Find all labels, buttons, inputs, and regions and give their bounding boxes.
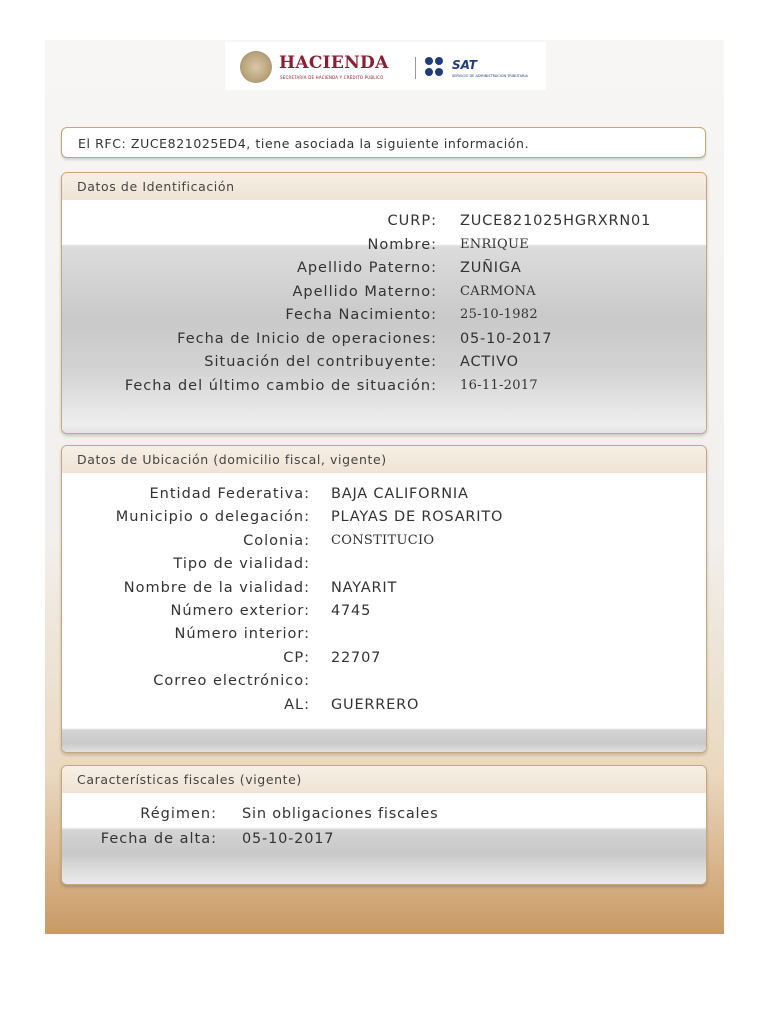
identificacion-row [62, 237, 706, 259]
ubicacion-field-value: CONSTITUCIO [331, 532, 435, 548]
identificacion-field-value: ZUCE821025HGRXRN01 [460, 213, 652, 229]
identificacion-field-label: Fecha Nacimiento: [285, 307, 437, 323]
fiscales-field-label: Fecha de alta: [100, 831, 217, 847]
identificacion-field-value: 05-10-2017 [460, 330, 553, 347]
fiscales-header [62, 766, 706, 794]
rfc-notice-text: El RFC: ZUCE821025ED4, tiene asociada la siguiente información. [78, 136, 530, 151]
mexico-seal-icon [240, 51, 272, 83]
identificacion-title: Datos de Identificación [77, 179, 235, 194]
ubicacion-row [62, 626, 706, 648]
sat-logo-icon [425, 57, 449, 79]
ubicacion-field-label: Número interior: [174, 626, 310, 643]
ubicacion-field-label: Nombre de la vialidad: [123, 579, 310, 596]
ubicacion-header [62, 446, 706, 474]
ubicacion-field-label: CP: [283, 649, 310, 666]
ubicacion-field-value: 4745 [331, 603, 372, 619]
ubicacion-section [61, 445, 707, 753]
ubicacion-row [62, 673, 706, 695]
ubicacion-field-value: 22707 [331, 649, 382, 666]
identificacion-row [62, 284, 706, 306]
identificacion-field-value: ZUÑIGA [460, 260, 522, 276]
identificacion-row [62, 354, 706, 376]
sat-logo-text: SAT [452, 58, 477, 72]
ubicacion-field-label: Correo electrónico: [153, 673, 310, 690]
ubicacion-row [62, 533, 706, 555]
ubicacion-field-label: Número exterior: [170, 603, 310, 619]
identificacion-field-label: Apellido Paterno: [296, 260, 437, 276]
fiscales-field-value: 05-10-2017 [242, 831, 335, 847]
ubicacion-field-label: Municipio o delegación: [115, 509, 310, 526]
rfc-notice-box [61, 127, 706, 158]
ubicacion-row [62, 603, 706, 625]
identificacion-field-label: Apellido Materno: [292, 283, 437, 300]
identificacion-field-value: ENRIQUE [460, 236, 529, 252]
identificacion-field-label: CURP: [387, 213, 437, 229]
header-logos [225, 42, 546, 90]
hacienda-logo-subtitle: SECRETARÍA DE HACIENDA Y CRÉDITO PÚBLICO [280, 75, 384, 80]
logo-divider [415, 57, 416, 79]
identificacion-row [62, 378, 706, 400]
ubicacion-row [62, 556, 706, 578]
identificacion-field-label: Situación del contribuyente: [204, 354, 437, 370]
ubicacion-field-label: Entidad Federativa: [149, 486, 310, 502]
hacienda-logo-text: HACIENDA [279, 53, 389, 73]
identificacion-row [62, 213, 706, 235]
ubicacion-row [62, 650, 706, 672]
ubicacion-row [62, 509, 706, 531]
ubicacion-row [62, 486, 706, 508]
fiscales-field-label: Régimen: [140, 806, 217, 822]
identificacion-row [62, 307, 706, 329]
ubicacion-field-label: Tipo de vialidad: [173, 556, 310, 573]
ubicacion-field-label: AL: [284, 696, 310, 713]
ubicacion-title: Datos de Ubicación (domicilio fiscal, vigente) [77, 452, 387, 467]
identificacion-row [62, 260, 706, 282]
ubicacion-field-value: BAJA CALIFORNIA [331, 486, 469, 502]
ubicacion-field-value: PLAYAS DE ROSARITO [331, 509, 504, 526]
identificacion-field-label: Fecha de Inicio de operaciones: [177, 330, 437, 347]
fiscales-section [61, 765, 707, 885]
ubicacion-row [62, 580, 706, 602]
identificacion-field-label: Nombre: [367, 236, 437, 253]
ubicacion-field-label: Colonia: [243, 532, 310, 549]
fiscales-row [62, 831, 706, 853]
ubicacion-field-value: GUERRERO [331, 696, 420, 713]
identificacion-header [62, 173, 706, 201]
sat-logo-subtitle: SERVICIO DE ADMINISTRACIÓN TRIBUTARIA [452, 74, 528, 78]
identificacion-field-value: ACTIVO [460, 354, 519, 370]
identificacion-section [61, 172, 707, 434]
identificacion-field-value: 25-10-1982 [460, 307, 538, 322]
identificacion-field-value: CARMONA [460, 283, 536, 299]
ubicacion-field-value: NAYARIT [331, 579, 398, 596]
identificacion-field-label: Fecha del último cambio de situación: [124, 377, 437, 394]
fiscales-row [62, 806, 706, 828]
fiscales-title: Características fiscales (vigente) [77, 772, 302, 787]
identificacion-field-value: 16-11-2017 [460, 377, 538, 393]
ubicacion-row [62, 697, 706, 719]
fiscales-field-value: Sin obligaciones fiscales [242, 806, 439, 822]
identificacion-row [62, 331, 706, 353]
